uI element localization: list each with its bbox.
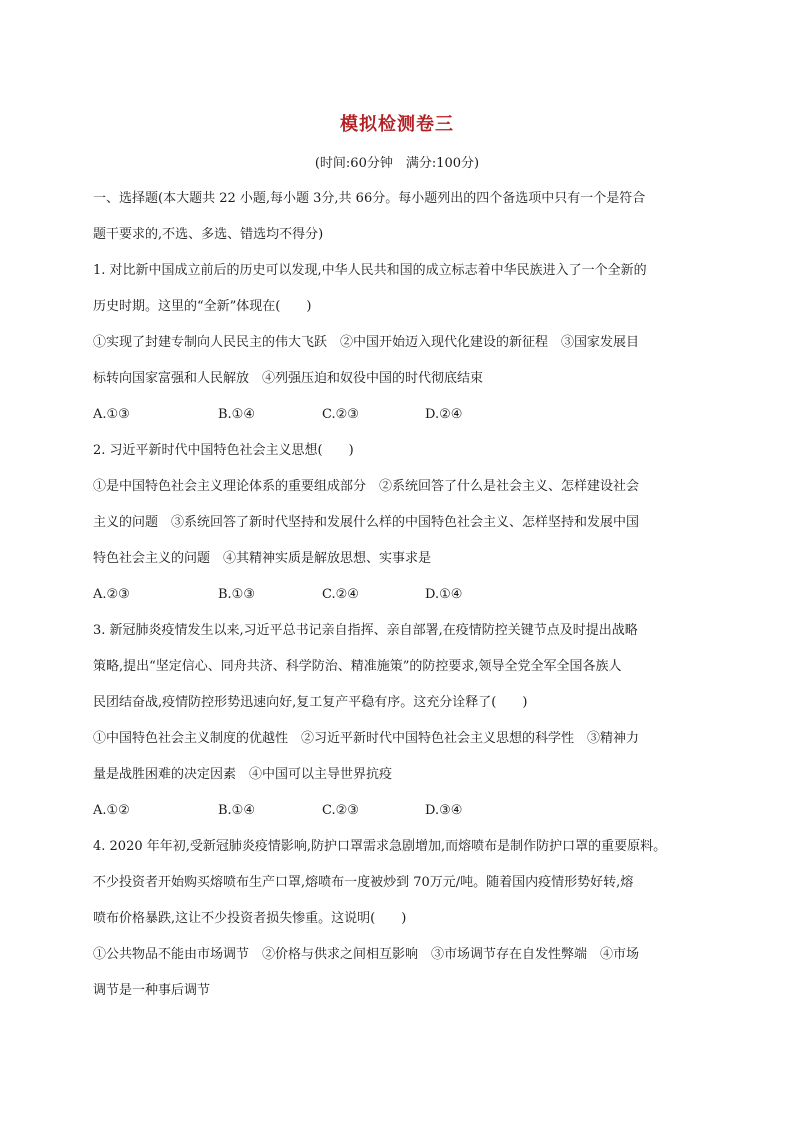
question-1-option-b[interactable]: B.①④ xyxy=(218,407,255,422)
question-4-stem: 4. 2020 年年初,受新冠肺炎疫情影响,防护口罩需求急剧增加,而熔喷布是制作防护口罩的重要原料。 xyxy=(93,839,667,854)
question-2-option-a[interactable]: A.②③ xyxy=(93,587,130,602)
question-4-stem: 喷布价格暴跌,这让不少投资者损失惨重。这说明( ) xyxy=(93,911,407,926)
question-3-option-c[interactable]: C.②③ xyxy=(322,803,359,818)
question-3-option-b[interactable]: B.①④ xyxy=(218,803,255,818)
section-instruction-line: 题干要求的,不选、多选、错选均不得分) xyxy=(93,227,324,242)
question-2-option-d[interactable]: D.①④ xyxy=(425,587,463,602)
question-1-statement: ①实现了封建专制向人民民主的伟大飞跃 ②中国开始迈入现代化建设的新征程 ③国家发展目 xyxy=(93,335,640,350)
question-4-stem: 不少投资者开始购买熔喷布生产口罩,熔喷布一度被炒到 70万元/吨。随着国内疫情形势好转,熔 xyxy=(93,875,634,890)
exam-time-score: (时间:60分钟 满分:100分) xyxy=(314,156,480,171)
question-2-option-b[interactable]: B.①③ xyxy=(218,587,255,602)
question-1-option-c[interactable]: C.②③ xyxy=(322,407,359,422)
question-2-option-c[interactable]: C.②④ xyxy=(322,587,359,602)
question-3-statement: ①中国特色社会主义制度的优越性 ②习近平新时代中国特色社会主义思想的科学性 ③精神力 xyxy=(93,731,640,746)
question-3-option-a[interactable]: A.①② xyxy=(93,803,130,818)
question-1-stem: 1. 对比新中国成立前后的历史可以发现,中华人民共和国的成立标志着中华民族进入了一个全新的 xyxy=(93,263,647,278)
section-instruction-line: 一、选择题(本大题共 22 小题,每小题 3分,共 66分。每小题列出的四个备选项中只有一个是符合 xyxy=(93,191,646,206)
question-3-stem: 策略,提出“坚定信心、同舟共济、科学防治、精准施策”的防控要求,领导全党全军全国各族人 xyxy=(93,659,622,674)
question-3-statement: 量是战胜困难的决定因素 ④中国可以主导世界抗疫 xyxy=(93,767,393,782)
question-1-option-d[interactable]: D.②④ xyxy=(425,407,463,422)
question-2-stem: 2. 习近平新时代中国特色社会主义思想( ) xyxy=(93,443,354,458)
question-1-statement: 标转向国家富强和人民解放 ④列强压迫和奴役中国的时代彻底结束 xyxy=(93,371,484,386)
question-2-statement: ①是中国特色社会主义理论体系的重要组成部分 ②系统回答了什么是社会主义、怎样建设社会 xyxy=(93,479,640,494)
page-title: 模拟检测卷三 xyxy=(340,114,454,135)
question-4-statement: 调节是一种事后调节 xyxy=(93,983,211,998)
question-1-stem: 历史时期。这里的“全新”体现在( ) xyxy=(93,299,312,314)
question-3-stem: 3. 新冠肺炎疫情发生以来,习近平总书记亲自指挥、亲自部署,在疫情防控关键节点及时提出战略 xyxy=(93,623,638,638)
question-3-stem: 民团结奋战,疫情防控形势迅速向好,复工复产平稳有序。这充分诠释了( ) xyxy=(93,695,528,710)
question-2-statement: 主义的问题 ③系统回答了新时代坚持和发展什么样的中国特色社会主义、怎样坚持和发展中国 xyxy=(93,515,640,530)
question-3-option-d[interactable]: D.③④ xyxy=(425,803,463,818)
question-1-option-a[interactable]: A.①③ xyxy=(93,407,130,422)
question-4-statement: ①公共物品不能由市场调节 ②价格与供求之间相互影响 ③市场调节存在自发性弊端 ④市场 xyxy=(93,947,640,962)
question-2-statement: 特色社会主义的问题 ④其精神实质是解放思想、实事求是 xyxy=(93,551,432,566)
